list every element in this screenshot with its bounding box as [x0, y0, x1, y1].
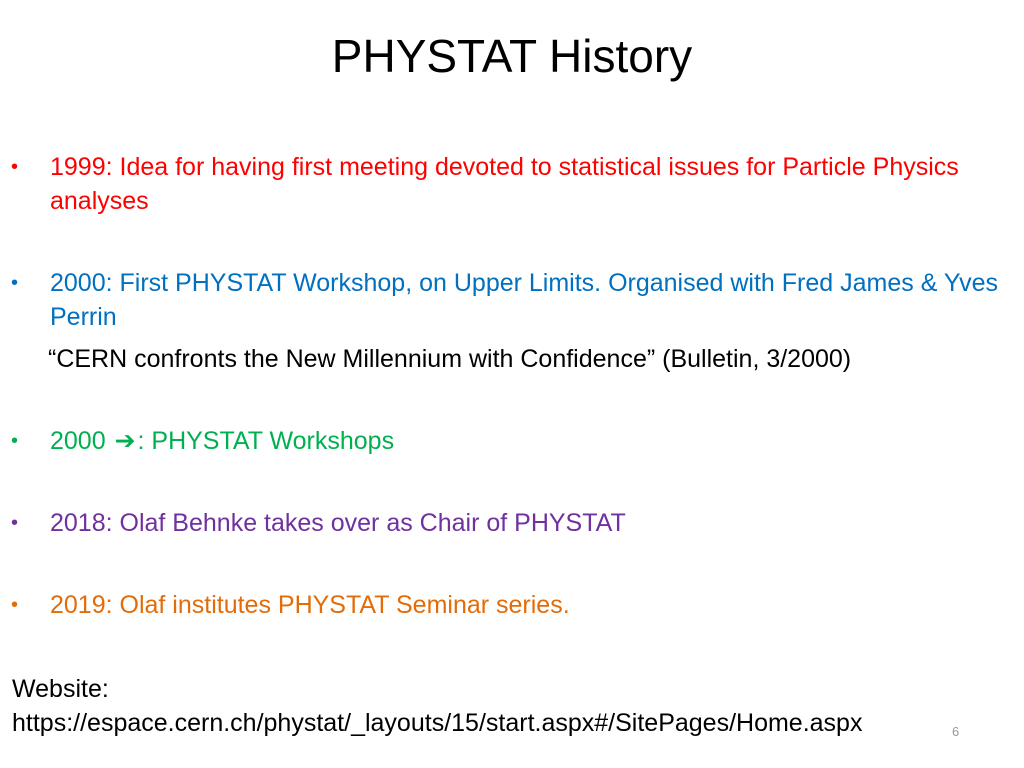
right-arrow-icon: ➔	[114, 427, 136, 455]
bullet-item-2019	[0, 588, 1024, 622]
bullet-text-1999: 1999: Idea for having first meeting devoted to statistical issues for Particle Physics analyses	[50, 153, 959, 215]
page-number: 6	[952, 724, 960, 739]
bullet-dot-icon: •	[11, 156, 19, 178]
website-label: Website:	[12, 675, 109, 703]
bullet-text-2019: 2019: Olaf institutes PHYSTAT Seminar series.	[50, 591, 570, 619]
bullet-item-1999	[0, 150, 1024, 218]
bullet-text-2000-first-workshop: 2000: First PHYSTAT Workshop, on Upper Limits. Organised with Fred James & Yves Perrin	[50, 269, 999, 331]
website-link[interactable]: https://espace.cern.ch/phystat/_layouts/15/start.aspx#/SitePages/Home.aspx	[12, 709, 863, 737]
bullet-dot-icon: •	[11, 512, 19, 534]
bullet-list	[0, 150, 1024, 622]
website-block	[12, 672, 1012, 740]
bullet-item-2018	[0, 506, 1024, 540]
bullet-text-2018: 2018: Olaf Behnke takes over as Chair of PHYSTAT	[50, 509, 626, 537]
bullet-dot-icon: •	[11, 594, 19, 616]
slide-title: PHYSTAT History	[331, 30, 693, 82]
bullet-text-workshops-year: 2000	[50, 427, 113, 455]
bullet-item-2000-first-workshop	[0, 266, 1024, 334]
bulletin-quote: “CERN confronts the New Millennium with Confidence” (Bulletin, 3/2000)	[48, 345, 852, 373]
bullet-item-workshops	[0, 424, 1024, 458]
bullet-dot-icon: •	[11, 272, 19, 294]
bullet-text-workshops: : PHYSTAT Workshops	[137, 427, 395, 455]
bullet-dot-icon: •	[11, 430, 19, 452]
